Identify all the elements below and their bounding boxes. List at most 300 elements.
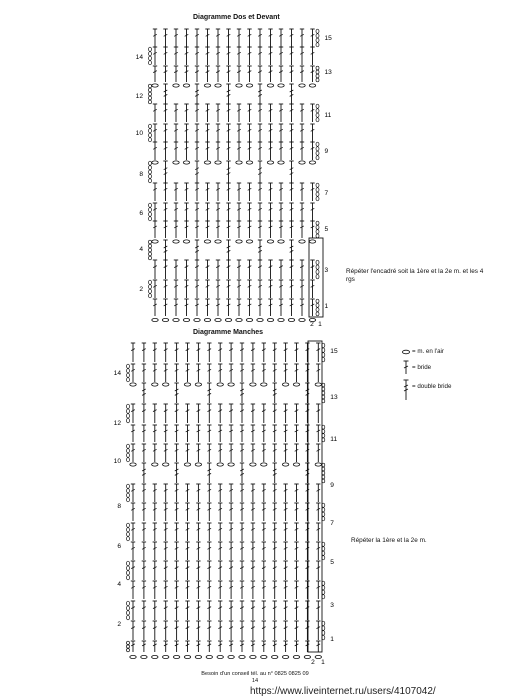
treble-stitch xyxy=(153,484,157,502)
turning-chain xyxy=(127,561,130,580)
treble-stitch xyxy=(131,621,135,640)
treble-stitch xyxy=(262,641,266,652)
treble-stitch xyxy=(262,484,266,502)
treble-stitch xyxy=(218,404,222,423)
treble-stitch xyxy=(196,503,200,521)
treble-stitch xyxy=(229,601,233,620)
treble-stitch xyxy=(273,425,277,442)
treble-stitch xyxy=(251,343,255,362)
chain-symbol xyxy=(402,350,409,354)
treble-stitch xyxy=(240,343,244,362)
treble-stitch xyxy=(305,621,309,640)
treble-stitch xyxy=(273,484,277,502)
treble-stitch xyxy=(185,561,189,580)
treble-stitch xyxy=(229,404,233,423)
treble-stitch xyxy=(240,484,244,502)
column-label: 2 xyxy=(311,659,315,666)
row-label-right: 5 xyxy=(330,559,334,566)
treble-stitch xyxy=(218,542,222,560)
treble-stitch xyxy=(185,503,189,521)
treble-stitch xyxy=(251,444,255,462)
chain-stitch xyxy=(250,655,256,658)
treble-stitch xyxy=(229,444,233,462)
treble-stitch xyxy=(207,404,211,423)
treble-stitch xyxy=(142,542,146,560)
treble-stitch xyxy=(207,581,211,599)
row-label-right: 11 xyxy=(324,112,332,119)
treble-stitch xyxy=(229,581,233,599)
treble-stitch xyxy=(196,425,200,442)
treble-symbol xyxy=(404,361,409,374)
chain-stitch xyxy=(228,383,234,386)
row-label-right: 13 xyxy=(324,69,332,76)
treble-stitch xyxy=(164,561,168,580)
treble-stitch xyxy=(185,444,189,462)
treble-stitch xyxy=(273,601,277,620)
treble-stitch xyxy=(196,404,200,423)
treble-stitch xyxy=(305,343,309,362)
row-label-left: 2 xyxy=(117,621,121,628)
row-label-right: 15 xyxy=(330,348,338,355)
treble-stitch xyxy=(131,444,135,462)
column-label: 2 xyxy=(310,321,314,328)
treble-stitch xyxy=(305,404,309,423)
row-label-right: 1 xyxy=(324,303,329,310)
treble-stitch xyxy=(251,523,255,541)
treble-stitch xyxy=(240,425,244,442)
treble-stitch xyxy=(153,364,157,382)
treble-stitch xyxy=(196,621,200,640)
row-label-right: 13 xyxy=(330,394,338,401)
treble-stitch xyxy=(262,601,266,620)
treble-stitch xyxy=(240,523,244,541)
treble-stitch xyxy=(294,484,298,502)
treble-stitch xyxy=(305,503,309,521)
treble-stitch xyxy=(218,503,222,521)
treble-stitch xyxy=(316,641,320,652)
treble-stitch xyxy=(185,581,189,599)
treble-stitch xyxy=(294,523,298,541)
treble-stitch xyxy=(207,503,211,521)
treble-stitch xyxy=(218,561,222,580)
treble-stitch xyxy=(142,503,146,521)
double-treble-stitch xyxy=(174,463,178,483)
treble-stitch xyxy=(207,542,211,560)
treble-stitch xyxy=(218,343,222,362)
treble-stitch xyxy=(240,641,244,652)
treble-stitch xyxy=(185,425,189,442)
chart-rows xyxy=(127,343,325,659)
treble-stitch xyxy=(185,621,189,640)
chain-stitch xyxy=(152,463,158,466)
treble-stitch xyxy=(142,523,146,541)
chain-stitch xyxy=(130,655,136,658)
chain-stitch xyxy=(184,383,190,386)
treble-stitch xyxy=(229,364,233,382)
row-label-right: 1 xyxy=(330,636,334,643)
double-treble-stitch xyxy=(174,383,178,403)
double-treble-stitch xyxy=(207,383,211,403)
treble-stitch xyxy=(240,621,244,640)
treble-stitch xyxy=(142,484,146,502)
turning-chain xyxy=(127,601,130,620)
treble-stitch xyxy=(196,561,200,580)
double-treble-stitch xyxy=(273,383,277,403)
turning-chain xyxy=(127,444,130,462)
treble-stitch xyxy=(185,404,189,423)
treble-stitch xyxy=(174,364,178,382)
row-label-left: 10 xyxy=(135,130,143,137)
treble-stitch xyxy=(174,404,178,423)
treble-stitch xyxy=(240,542,244,560)
treble-stitch xyxy=(185,601,189,620)
treble-stitch xyxy=(174,444,178,462)
chain-stitch xyxy=(152,383,158,386)
treble-stitch xyxy=(316,343,320,362)
treble-stitch xyxy=(164,641,168,652)
treble-stitch xyxy=(185,523,189,541)
treble-stitch xyxy=(164,523,168,541)
treble-stitch xyxy=(251,641,255,652)
treble-stitch xyxy=(131,364,135,382)
treble-stitch xyxy=(164,484,168,502)
treble-stitch xyxy=(164,425,168,442)
row-label-left: 14 xyxy=(135,54,143,61)
treble-stitch xyxy=(240,364,244,382)
treble-stitch xyxy=(196,523,200,541)
treble-stitch xyxy=(305,561,309,580)
treble-stitch xyxy=(251,484,255,502)
treble-stitch xyxy=(251,404,255,423)
treble-stitch xyxy=(218,601,222,620)
chain-stitch xyxy=(130,383,136,386)
treble-stitch xyxy=(196,364,200,382)
treble-stitch xyxy=(229,561,233,580)
treble-stitch xyxy=(207,523,211,541)
chain-stitch xyxy=(315,383,321,386)
treble-stitch xyxy=(316,601,320,620)
treble-stitch xyxy=(283,503,287,521)
treble-stitch xyxy=(251,601,255,620)
row-label-left: 10 xyxy=(113,458,121,465)
treble-stitch xyxy=(218,523,222,541)
treble-stitch xyxy=(262,621,266,640)
treble-stitch xyxy=(229,503,233,521)
treble-stitch xyxy=(316,404,320,423)
treble-stitch xyxy=(316,425,320,442)
treble-stitch xyxy=(164,444,168,462)
treble-stitch xyxy=(174,561,178,580)
row-label-right: 9 xyxy=(324,148,329,155)
row-label-left: 6 xyxy=(139,210,143,217)
treble-stitch xyxy=(196,343,200,362)
source-url[interactable]: https://www.liveinternet.ru/users/4107042/ xyxy=(250,686,436,697)
treble-stitch xyxy=(207,343,211,362)
help-line: Besoin d'un conseil tél. au n° 0825 0825 09 xyxy=(201,671,309,677)
treble-stitch xyxy=(294,641,298,652)
treble-stitch xyxy=(196,484,200,502)
treble-stitch xyxy=(164,621,168,640)
treble-stitch xyxy=(273,523,277,541)
treble-stitch xyxy=(207,364,211,382)
treble-stitch xyxy=(142,404,146,423)
chain-stitch xyxy=(250,383,256,386)
turning-chain xyxy=(127,523,130,541)
treble-stitch xyxy=(273,641,277,652)
treble-stitch xyxy=(262,343,266,362)
row-label-right: 7 xyxy=(324,190,329,197)
column-label: 1 xyxy=(321,659,325,666)
treble-stitch xyxy=(196,581,200,599)
chain-stitch xyxy=(173,655,179,658)
treble-stitch xyxy=(174,343,178,362)
treble-stitch xyxy=(164,343,168,362)
turning-chain xyxy=(127,641,130,652)
treble-stitch xyxy=(240,601,244,620)
treble-stitch xyxy=(294,343,298,362)
treble-stitch xyxy=(142,581,146,599)
treble-stitch xyxy=(283,542,287,560)
chain-stitch xyxy=(293,655,299,658)
treble-stitch xyxy=(262,425,266,442)
treble-stitch xyxy=(131,641,135,652)
treble-stitch xyxy=(251,364,255,382)
treble-stitch xyxy=(153,503,157,521)
treble-stitch xyxy=(240,444,244,462)
treble-stitch xyxy=(316,621,320,640)
treble-stitch xyxy=(229,343,233,362)
treble-stitch xyxy=(153,581,157,599)
legend-label-double-treble: = double bride xyxy=(412,383,452,390)
row-label-left: 2 xyxy=(139,286,143,293)
double-treble-stitch xyxy=(240,463,244,483)
treble-stitch xyxy=(218,484,222,502)
treble-stitch xyxy=(305,542,309,560)
double-treble-stitch xyxy=(207,463,211,483)
double-treble-stitch xyxy=(305,463,309,483)
chain-stitch xyxy=(282,383,288,386)
treble-stitch xyxy=(207,425,211,442)
treble-stitch xyxy=(142,364,146,382)
treble-stitch xyxy=(131,523,135,541)
treble-stitch xyxy=(164,364,168,382)
treble-stitch xyxy=(294,444,298,462)
treble-stitch xyxy=(273,444,277,462)
treble-stitch xyxy=(316,581,320,599)
treble-stitch xyxy=(316,484,320,502)
treble-stitch xyxy=(218,425,222,442)
treble-stitch xyxy=(185,343,189,362)
treble-stitch xyxy=(185,484,189,502)
treble-stitch xyxy=(142,444,146,462)
treble-stitch xyxy=(294,425,298,442)
chain-stitch xyxy=(272,655,278,658)
row-label-left: 4 xyxy=(139,246,143,253)
treble-stitch xyxy=(273,503,277,521)
treble-stitch xyxy=(142,621,146,640)
treble-stitch xyxy=(283,444,287,462)
treble-stitch xyxy=(240,404,244,423)
treble-stitch xyxy=(251,621,255,640)
treble-stitch xyxy=(218,444,222,462)
treble-stitch xyxy=(262,542,266,560)
legend-label-chain: = m. en l'air xyxy=(412,348,444,355)
treble-stitch xyxy=(251,425,255,442)
chain-stitch xyxy=(315,463,321,466)
treble-stitch xyxy=(283,523,287,541)
treble-stitch xyxy=(283,343,287,362)
treble-stitch xyxy=(185,364,189,382)
treble-stitch xyxy=(207,641,211,652)
treble-stitch xyxy=(294,581,298,599)
treble-stitch xyxy=(142,641,146,652)
chart-labels xyxy=(114,348,338,666)
chain-stitch xyxy=(261,463,267,466)
treble-stitch xyxy=(262,581,266,599)
treble-stitch xyxy=(174,425,178,442)
treble-stitch xyxy=(316,523,320,541)
page-number: 14 xyxy=(251,678,259,684)
chain-stitch xyxy=(152,655,158,658)
treble-stitch xyxy=(273,542,277,560)
treble-stitch xyxy=(131,343,135,362)
treble-stitch xyxy=(273,621,277,640)
treble-stitch xyxy=(174,542,178,560)
treble-stitch xyxy=(305,601,309,620)
chain-stitch xyxy=(217,383,223,386)
row-label-right: 5 xyxy=(324,226,329,233)
treble-stitch xyxy=(251,503,255,521)
treble-stitch xyxy=(174,581,178,599)
treble-stitch xyxy=(218,581,222,599)
chain-stitch xyxy=(195,655,201,658)
treble-stitch xyxy=(207,621,211,640)
treble-stitch xyxy=(305,484,309,502)
chain-stitch xyxy=(228,463,234,466)
treble-stitch xyxy=(283,621,287,640)
treble-stitch xyxy=(283,404,287,423)
row-label-left: 6 xyxy=(117,543,121,550)
treble-stitch xyxy=(164,581,168,599)
treble-stitch xyxy=(142,601,146,620)
treble-stitch xyxy=(294,503,298,521)
treble-stitch xyxy=(196,641,200,652)
treble-stitch xyxy=(131,503,135,521)
treble-stitch xyxy=(153,641,157,652)
chain-stitch xyxy=(195,383,201,386)
treble-stitch xyxy=(262,444,266,462)
treble-stitch xyxy=(283,641,287,652)
turning-chain xyxy=(127,404,130,423)
repeat-box xyxy=(308,341,322,652)
treble-stitch xyxy=(207,601,211,620)
treble-stitch xyxy=(262,364,266,382)
chain-stitch xyxy=(217,463,223,466)
row-label-left: 8 xyxy=(139,171,143,178)
treble-stitch xyxy=(305,444,309,462)
treble-stitch xyxy=(294,561,298,580)
chain-stitch xyxy=(250,463,256,466)
treble-stitch xyxy=(153,425,157,442)
treble-stitch xyxy=(153,404,157,423)
chain-stitch xyxy=(282,655,288,658)
treble-stitch xyxy=(131,601,135,620)
double-treble-stitch xyxy=(240,383,244,403)
treble-stitch xyxy=(185,542,189,560)
treble-stitch xyxy=(283,601,287,620)
treble-stitch xyxy=(273,561,277,580)
treble-stitch xyxy=(283,561,287,580)
treble-stitch xyxy=(196,601,200,620)
treble-stitch xyxy=(262,404,266,423)
treble-stitch xyxy=(262,561,266,580)
diagram-title-manches: Diagramme Manches xyxy=(193,329,264,336)
repeat-note-manches: Répéter la 1ère et la 2e m. xyxy=(351,537,427,544)
chain-stitch xyxy=(282,463,288,466)
chain-stitch xyxy=(195,463,201,466)
treble-stitch xyxy=(164,404,168,423)
chain-stitch xyxy=(184,463,190,466)
treble-stitch xyxy=(174,641,178,652)
treble-stitch xyxy=(174,601,178,620)
treble-stitch xyxy=(251,542,255,560)
row-label-right: 9 xyxy=(330,482,334,489)
repeat-note-dos-devant: Répéter l'encadré soit la 1ère et la 2e m. et les 4 rgs xyxy=(346,268,484,283)
treble-stitch xyxy=(207,444,211,462)
treble-stitch xyxy=(273,343,277,362)
treble-stitch xyxy=(316,542,320,560)
treble-stitch xyxy=(240,503,244,521)
treble-stitch xyxy=(294,364,298,382)
treble-stitch xyxy=(131,404,135,423)
treble-stitch xyxy=(153,542,157,560)
treble-stitch xyxy=(218,621,222,640)
column-label: 1 xyxy=(318,321,322,328)
treble-stitch xyxy=(218,364,222,382)
treble-stitch xyxy=(283,484,287,502)
treble-stitch xyxy=(153,621,157,640)
treble-stitch xyxy=(196,542,200,560)
treble-stitch xyxy=(174,484,178,502)
row-label-right: 3 xyxy=(330,602,334,609)
chain-stitch xyxy=(141,655,147,658)
treble-stitch xyxy=(174,503,178,521)
treble-stitch xyxy=(229,523,233,541)
row-label-left: 4 xyxy=(117,581,121,588)
treble-stitch xyxy=(283,425,287,442)
treble-stitch xyxy=(131,542,135,560)
treble-stitch xyxy=(153,343,157,362)
row-label-left: 12 xyxy=(113,420,121,427)
treble-stitch xyxy=(305,641,309,652)
treble-stitch xyxy=(240,561,244,580)
treble-stitch xyxy=(273,364,277,382)
row-label-right: 11 xyxy=(330,436,338,443)
double-treble-stitch xyxy=(142,463,146,483)
treble-stitch xyxy=(131,484,135,502)
treble-stitch xyxy=(218,641,222,652)
treble-stitch xyxy=(142,343,146,362)
chain-stitch xyxy=(228,655,234,658)
treble-stitch xyxy=(294,404,298,423)
treble-stitch xyxy=(316,444,320,462)
treble-stitch xyxy=(131,425,135,442)
row-label-right: 7 xyxy=(330,520,334,527)
diagram-title-dos-devant: Diagramme Dos et Devant xyxy=(193,14,280,21)
treble-stitch xyxy=(153,444,157,462)
row-label-right: 15 xyxy=(324,35,332,42)
treble-stitch xyxy=(316,364,320,382)
